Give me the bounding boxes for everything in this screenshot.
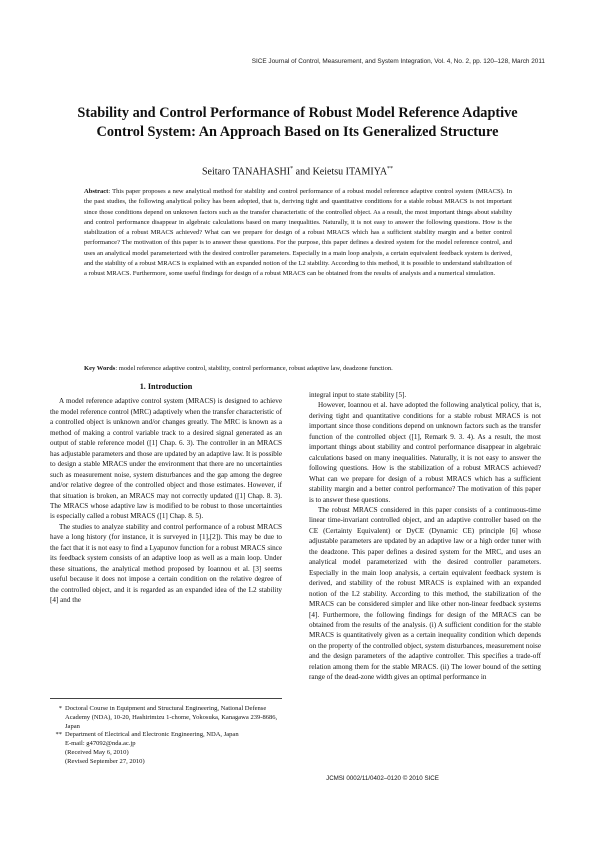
paper-title	[40, 104, 555, 142]
footnote-2	[50, 731, 282, 740]
title-line-2: Control System: An Approach Based on Its Generalized Structure	[96, 124, 499, 140]
footnote-rule	[50, 698, 282, 699]
abstract-text: : This paper proposes a new analytical method for stability and control performance of a robust model reference adaptive control system (MRACS). In the past studies, the following analytical policy has been adopted, that is, deriving tight and quantitative conditions for a stable robust MRACS is not important since those conditions depend on unknown factors such as the transfer characteristic of the controlled object. As a result, the most important things about stability and control performance disappear in algebraic calculations based on many inequalities. Naturally, it is not easy to answer the following questions. How is the stabilization of a robust MRACS achieved? What can we prepare for design of a robust MRACS which has a sufficient stability margin and a better control performance? The motivation of this paper is to answer these questions. For the purpose, this paper defines a desired system for the model reference control, and uses an analytical model parameterized with the desired controller parameters. Especially in a main loop analysis, a certain equivalent feedback system is derived, and the stability of a robust MRACS is explained with an expanded notion of the L2 stability. According to this method, it is possible to understand stabilization of a robust MRACS. Furthermore, some useful findings for design of a robust MRACS can be obtained from the results of analysis and a numerical simulation.	[84, 188, 512, 278]
footnote-received: (Received May 6, 2010)	[65, 748, 129, 756]
keywords	[84, 364, 512, 374]
keywords-text: : model reference adaptive control, stability, control performance, robust adaptive law, deadzone function.	[115, 365, 393, 372]
page-footer: JCMSI 0002/11/0402–0120 © 2010 SICE	[326, 775, 439, 782]
footnotes	[50, 698, 282, 767]
author-and: and	[295, 166, 311, 178]
footnote-1-text: Doctoral Course in Equipment and Structural Engineering, National Defense Academy (NDA), 10-20, Hashirimizu 1-chome, Yokosuka, Kanagawa 239-8686, Japan	[65, 705, 278, 730]
author-2: Keietsu ITAMIYA	[312, 166, 388, 178]
left-column	[50, 382, 282, 606]
right-paragraph: However, Ioannou et al. have adopted the following analytical policy, that is, deriving tight and quantitative conditions for a stable robust MRACS is not important since those conditions depend on unknown factors such as the transfer function of the controlled object ([1], Remark 9. 3. 4). As a result, the most important things about stability and control performance disappear in algebraic calculations based on many inequalities. Naturally, it is not easy to answer the following questions. How is the stabilization of a robust MRACS achieved? What can we prepare for design of a robust MRACS which has a sufficient stability margin and a better control performance? The motivation of this paper is to answer these questions.	[309, 401, 541, 504]
keywords-label: Key Words	[84, 365, 116, 372]
left-paragraph: A model reference adaptive control system (MRACS) is designed to achieve the model reference control (MRC) adaptively when the transfer characteristic of a controlled object is unknown and/or changes greatly. The MRC is known as a method of making a control variable track to a desired signal generated as an output of stable reference model ([1] Chap. 6. 3). The controller in an MRACS has adjustable parameters and those are updated by an adaptive law. It is possible to design a stable MRACS under the environment that there are no uncertainties such as measurement noise, system disturbances and the gap among the degree and/or relative degree of the controlled object and those estimates. However, if that situation is broken, an MRACS may not correctly updated ([1] Chap. 8. 3). The MRACS whose adaptive law is modified to be robust to those uncertainties is especially called a robust MRACS ([1] Chap. 8. 5).	[50, 397, 282, 521]
abstract	[84, 187, 512, 280]
footnote-revised: (Revised September 27, 2010)	[65, 757, 145, 765]
footnote-2-text: Department of Electrical and Electronic Engineering, NDA, Japan	[65, 731, 239, 739]
footnote-email: E-mail: g47092@nda.ac.jp	[65, 740, 136, 748]
author-1: Seitaro TANAHASHI	[201, 166, 291, 178]
author-2-mark: **	[387, 166, 394, 172]
right-paragraph: The robust MRACS considered in this paper consists of a continuous-time linear time-invariant controlled object, and an adaptive controller based on the CE (Certainty Equivalent) or DyCE (Dynamic CE) principle [6] whose adjustable parameters are updated by an adaptive law or a high order tuner with the deadzone. This paper defines a desired system for the MRC, and uses an analytical model parameterized with the desired controller parameters. Especially in the main loop analysis, a certain equivalent feedback system is derived, and stability of the robust MRACS is explained with an expanded notion of the L2 stability. According to this method, the stabilization of the MRACS can be considered simpler and like other non-linear feedback systems [4]. Furthermore, the following findings for design of the MRACS can be obtained from the results of the analysis. (i) A sufficient condition for the stable MRACS is quantitatively given as a certain inequality condition which depends on the property of the controlled object, system disturbances, measurement noise and the design parameters of the adaptive controller. This specifies a trade-off relation among them for the stable MRACS. (ii) The lower bound of the setting range of the dead-zone width gives an optimal performance in	[309, 505, 541, 682]
footnote-2-mark: **	[55, 731, 62, 739]
footnote-1	[50, 705, 282, 731]
abstract-label: Abstract	[84, 188, 109, 195]
footnote-1-mark: *	[58, 705, 62, 712]
left-paragraph: The studies to analyze stability and control performance of a robust MRACS have a long history (for instance, it is surveyed in [1],[2]). This may be due to the fact that it is not easy to find a Lyapunov function for a robust MRACS since its feedback system consists of an adaptive loop as well as a main loop. Under these situations, the analytical method proposed by Ioannou et al. [3] seems useful because it does not impose a certain condition on the relative degree of the controlled object, and it is regarded as an expanded idea of the L2 stability [4] and the	[50, 522, 282, 605]
journal-header: SICE Journal of Control, Measurement, and System Integration, Vol. 4, No. 2, pp. 120–128, March 2011	[251, 58, 545, 65]
right-paragraph: integral input to state stability [5].	[309, 391, 407, 399]
title-line-1: Stability and Control Performance of Robust Model Reference Adaptive	[77, 105, 518, 121]
author-1-mark: *	[290, 166, 294, 172]
section-title-introduction: 1. Introduction	[139, 382, 193, 391]
right-column	[309, 390, 541, 683]
author-line	[40, 166, 555, 177]
